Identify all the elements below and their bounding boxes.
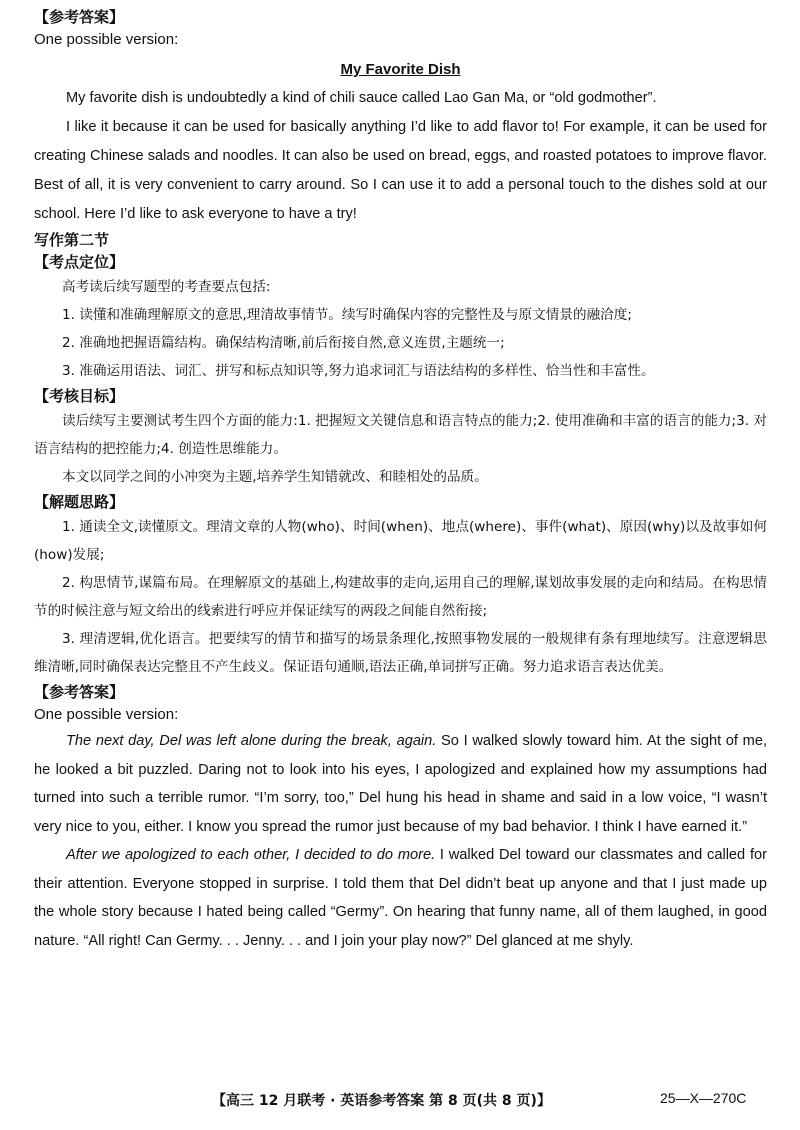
essay-paragraph-1: My favorite dish is undoubtedly a kind of chili sauce called Lao Gan Ma, or “old godmother”.	[66, 90, 657, 106]
possible-version-label: One possible version:	[34, 31, 179, 48]
continuation-body-1: So I walked slowly toward him. At the sight of me, he looked a bit puzzled. Daring not to look into his eyes, I apologized and explained how my assumptions had turned into such a terrible rumor. “I’m sorry, too,” Del hung his head in shame and said in a low voice, “I wasn’t very nice to you, either. I know you spread the rumor just because of my bad behavior. I think I have earned it.”	[34, 733, 767, 835]
reference-answer-heading-2: 【参考答案】	[34, 683, 125, 701]
solution-approach-heading: 【解题思路】	[34, 493, 125, 511]
test-point-item-1: 1. 读懂和准确理解原文的意思,理清故事情节。续写时确保内容的完整性及与原文情景的融洽度;	[62, 307, 632, 323]
continuation-lead-1: The next day, Del was left alone during the break, again.	[66, 733, 437, 749]
solution-item-1: 1. 通读全文,读懂原文。理清文章的人物(who)、时间(when)、地点(where)、事件(what)、原因(why)以及故事如何(how)发展;	[34, 519, 767, 563]
assessment-goals-paragraph-1: 读后续写主要测试考生四个方面的能力:1. 把握短文关键信息和语言特点的能力;2. 使用准确和丰富的语言的能力;3. 对语言结构的把控能力;4. 创造性思维能力。	[34, 413, 767, 457]
solution-item-2: 2. 构思情节,谋篇布局。在理解原文的基础上,构建故事的走向,运用自己的理解,谋划故事发展的走向和结局。在构思情节的时候注意与短文给出的线索进行呼应并保证续写的两段之间能自然衔接;	[34, 575, 767, 619]
test-point-item-3: 3. 准确运用语法、词汇、拼写和标点知识等,努力追求词汇与语法结构的多样性、恰当性和丰富性。	[62, 363, 655, 379]
reference-answer-heading: 【参考答案】	[34, 8, 125, 26]
footer-code: 25—X—270C	[660, 1090, 747, 1106]
page-content	[34, 6, 767, 955]
footer-page-info: 【高三 12 月联考 · 英语参考答案 第 8 页(共 8 页)】	[212, 1093, 551, 1109]
continuation-paragraph-2	[34, 841, 767, 955]
possible-version-label-2: One possible version:	[34, 706, 179, 723]
assessment-goals-heading: 【考核目标】	[34, 387, 125, 405]
test-point-item-2: 2. 准确地把握语篇结构。确保结构清晰,前后衔接自然,意义连贯,主题统一;	[62, 335, 505, 351]
writing-part-two-heading: 写作第二节	[34, 231, 110, 249]
page-footer	[0, 1090, 800, 1116]
solution-item-3: 3. 理清逻辑,优化语言。把要续写的情节和描写的场景条理化,按照事物发展的一般规律有条有理地续写。注意逻辑思维清晰,同时确保表达完整且不产生歧义。保证语句通顺,语法正确,单词拼写正确。努力追求语言表达优美。	[34, 631, 767, 675]
continuation-paragraph-1	[34, 727, 767, 841]
test-points-heading: 【考点定位】	[34, 253, 125, 271]
assessment-goals-paragraph-2: 本文以同学之间的小冲突为主题,培养学生知错就改、和睦相处的品质。	[62, 469, 488, 485]
essay-paragraph-2: I like it because it can be used for basically anything I’d like to add flavor to! For example, it can be used for creating Chinese salads and noodles. It can also be used on bread, eggs, and roasted potatoes to improve flavor. Best of all, it is very convenient to carry around. So I can use it to add a personal touch to the dishes sold at our school. Here I’d like to ask everyone to have a try!	[34, 119, 767, 222]
essay-title: My Favorite Dish	[340, 61, 461, 78]
test-points-intro: 高考读后续写题型的考查要点包括:	[62, 279, 271, 295]
continuation-body-2: I walked Del toward our classmates and called for their attention. Everyone stopped in surprise. I told them that Del didn’t beat up anyone and that I just made up the whole story because I hated being called “Germy”. On hearing that funny name, all of them laughed, in good nature. “All right! Can Germy. . . Jenny. . . and I join your play now?” Del glanced at me shyly.	[34, 847, 767, 949]
continuation-lead-2: After we apologized to each other, I decided to do more.	[66, 847, 436, 863]
